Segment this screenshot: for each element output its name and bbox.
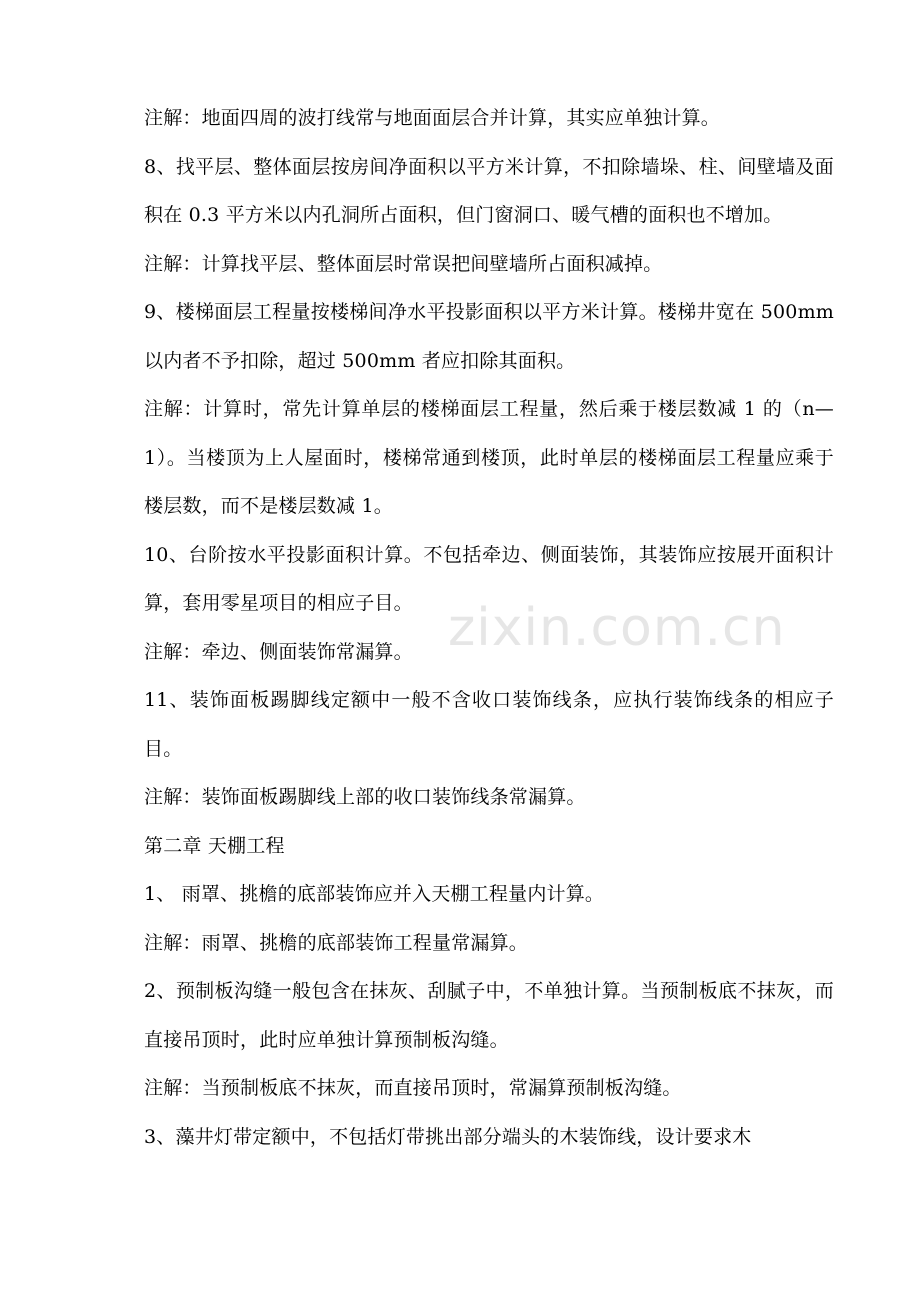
rule-paragraph: 1、 雨罩、挑檐的底部装饰应并入天棚工程量内计算。 [144, 883, 605, 905]
note-paragraph: 注解：牵边、侧面装饰常漏算。 [144, 640, 413, 663]
watermark: zixin.com.cn [448, 598, 786, 658]
chapter-heading: 第二章 天棚工程 [144, 834, 285, 857]
note-paragraph: 注解：地面四周的波打线常与地面面层合并计算，其实应单独计算。 [144, 107, 721, 129]
rule-paragraph: 9、楼梯面层工程量按楼梯间净水平投影面积以平方米计算。楼梯井宽在 500mm 以内者不予扣除，超过 500mm 者应扣除其面积。 [144, 301, 834, 372]
note-paragraph: 注解：装饰面板踢脚线上部的收口装饰线条常漏算。 [144, 786, 586, 808]
rule-paragraph: 3、藻井灯带定额中，不包括灯带挑出部分端头的木装饰线，设计要求木 [144, 1125, 752, 1148]
note-paragraph: 注解：雨罩、挑檐的底部装饰工程量常漏算。 [144, 931, 529, 954]
note-paragraph: 注解：计算找平层、整体面层时常误把间壁墙所占面积减掉。 [144, 252, 663, 275]
document-body [144, 94, 834, 1161]
note-paragraph: 注解：当预制板底不抹灰，而直接吊顶时，常漏算预制板沟缝。 [144, 1077, 682, 1099]
note-paragraph: 注解：计算时，常先计算单层的楼梯面层工程量，然后乘于楼层数减 1 的（n—1）。当楼顶为上人屋面时，楼梯常通到楼顶，此时单层的楼梯面层工程量应乘于楼层数，而不是楼层数减 1。 [144, 398, 834, 517]
rule-paragraph: 8、找平层、整体面层按房间净面积以平方米计算，不扣除墙垛、柱、间壁墙及面积在 0.3 平方米以内孔洞所占面积，但门窗洞口、暖气槽的面积也不增加。 [144, 155, 834, 226]
rule-paragraph: 10、台阶按水平投影面积计算。不包括牵边、侧面装饰，其装饰应按展开面积计算，套用零星项目的相应子目。 [144, 543, 834, 614]
rule-paragraph: 2、预制板沟缝一般包含在抹灰、刮腻子中，不单独计算。当预制板底不抹灰，而直接吊顶时，此时应单独计算预制板沟缝。 [144, 980, 834, 1051]
rule-paragraph: 11、装饰面板踢脚线定额中一般不含收口装饰线条，应执行装饰线条的相应子目。 [144, 689, 834, 760]
